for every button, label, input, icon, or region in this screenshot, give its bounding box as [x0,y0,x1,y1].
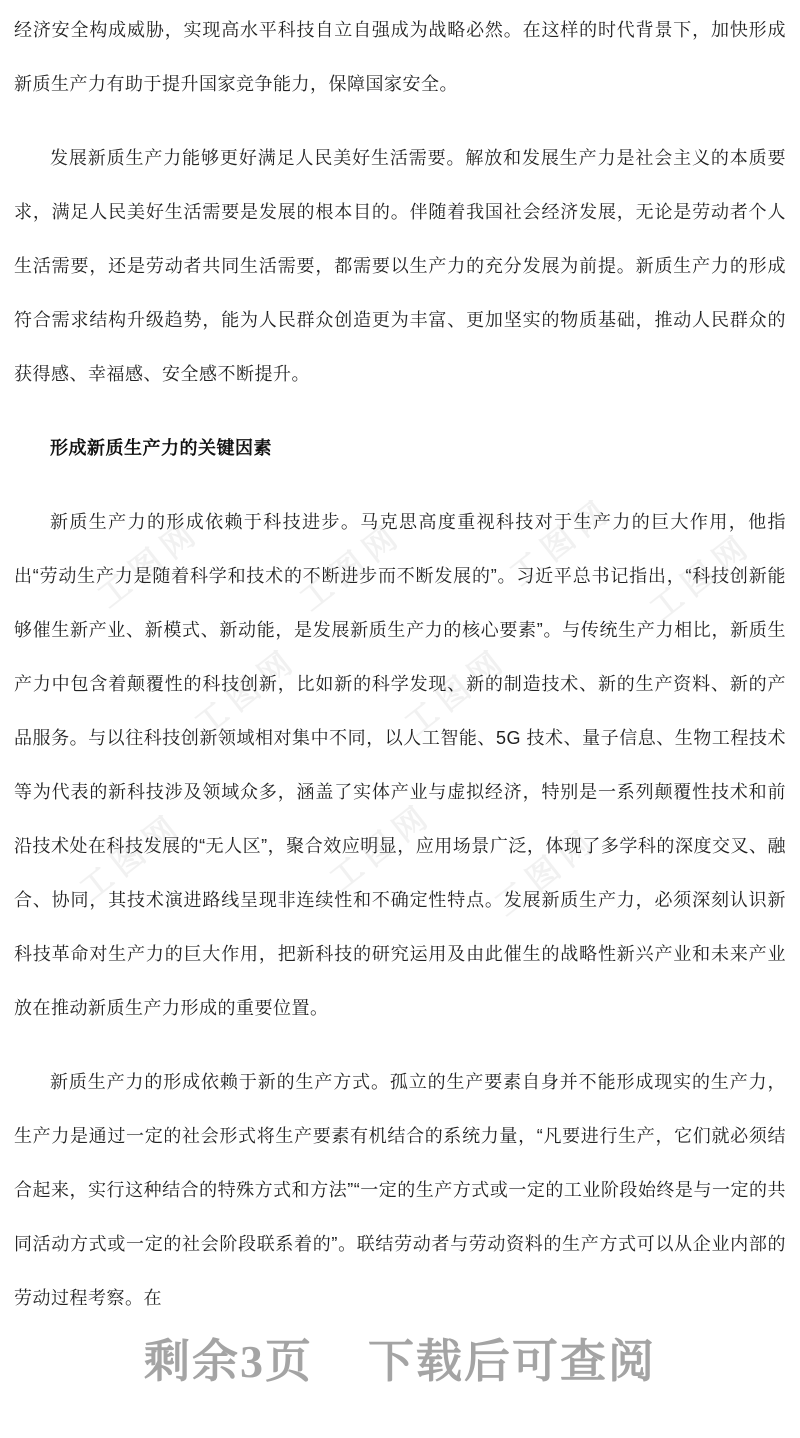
section-heading-key-factors: 形成新质生产力的关键因素 [50,438,272,458]
paragraph-tech-progress: 新质生产力的形成依赖于科技进步。马克思高度重视科技对于生产力的巨大作用，他指出“劳动生产力是随着科学和技术的不断进步而不断发展的”。习近平总书记指出，“科技创新能够催生新产业、新模式、新动能，是发展新质生产力的核心要素”。与传统生产力相比，新质生产力中包含着颠覆性的科技创新，比如新的科学发现、新的制造技术、新的生产资料、新的产品服务。与以往科技创新领域相对集中不同，以人工智能、5G 技术、量子信息、生物工程技术等为代表的新科技涉及领域众多，涵盖了实体产业与虚拟经济，特别是一系列颠覆性技术和前沿技术处在科技发展的“无人区”，聚合效应明显，应用场景广泛，体现了多学科的深度交叉、融合、协同，其技术演进路线呈现非连续性和不确定性特点。发展新质生产力，必须深刻认识新科技革命对生产力的巨大作用，把新科技的研究运用及由此催生的战略性新兴产业和未来产业放在推动新质生产力形成的重要位置。 [14,512,786,1018]
remaining-pages-text: 剩余3页 [144,1336,313,1387]
paragraph-production-mode: 新质生产力的形成依赖于新的生产方式。孤立的生产要素自身并不能形成现实的生产力，生产力是通过一定的社会形式将生产要素有机结合的系统力量，“凡要进行生产，它们就必须结合起来，实行这种结合的特殊方式和方法”“一定的生产方式或一定的工业阶段始终是与一定的共同活动方式或一定的社会阶段联系着的”。联结劳动者与劳动资料的生产方式可以从企业内部的劳动过程考察。在 [14,1072,786,1308]
paragraph-better-life-needs: 发展新质生产力能够更好满足人民美好生活需要。解放和发展生产力是社会主义的本质要求，满足人民美好生活需要是发展的根本目的。伴随着我国社会经济发展，无论是劳动者个人生活需要，还是劳动者共同生活需要，都需要以生产力的充分发展为前提。新质生产力的形成符合需求结构升级趋势，能为人民群众创造更为丰富、更加坚实的物质基础，推动人民群众的获得感、幸福感、安全感不断提升。 [14,148,786,384]
watermark-text: 工图网 [642,525,760,628]
watermark-text: 工图网 [487,820,605,923]
watermark-text: 工图网 [502,490,620,593]
watermark-text: 工图网 [90,512,208,615]
watermark-text: 工图网 [292,515,410,618]
watermark-text: 工图网 [322,795,440,898]
watermark-text: 工图网 [187,640,305,743]
paragraph-economic-security: 经济安全构成威胁，实现高水平科技自立自强成为战略必然。在这样的时代背景下，加快形成新质生产力有助于提升国家竞争能力，保障国家安全。 [14,20,786,94]
pages-remaining-notice [0,1325,800,1391]
watermark-text: 工图网 [397,640,515,743]
watermark-text: 工图网 [72,805,190,908]
download-to-view-text: 下载后可查阅 [368,1336,656,1387]
